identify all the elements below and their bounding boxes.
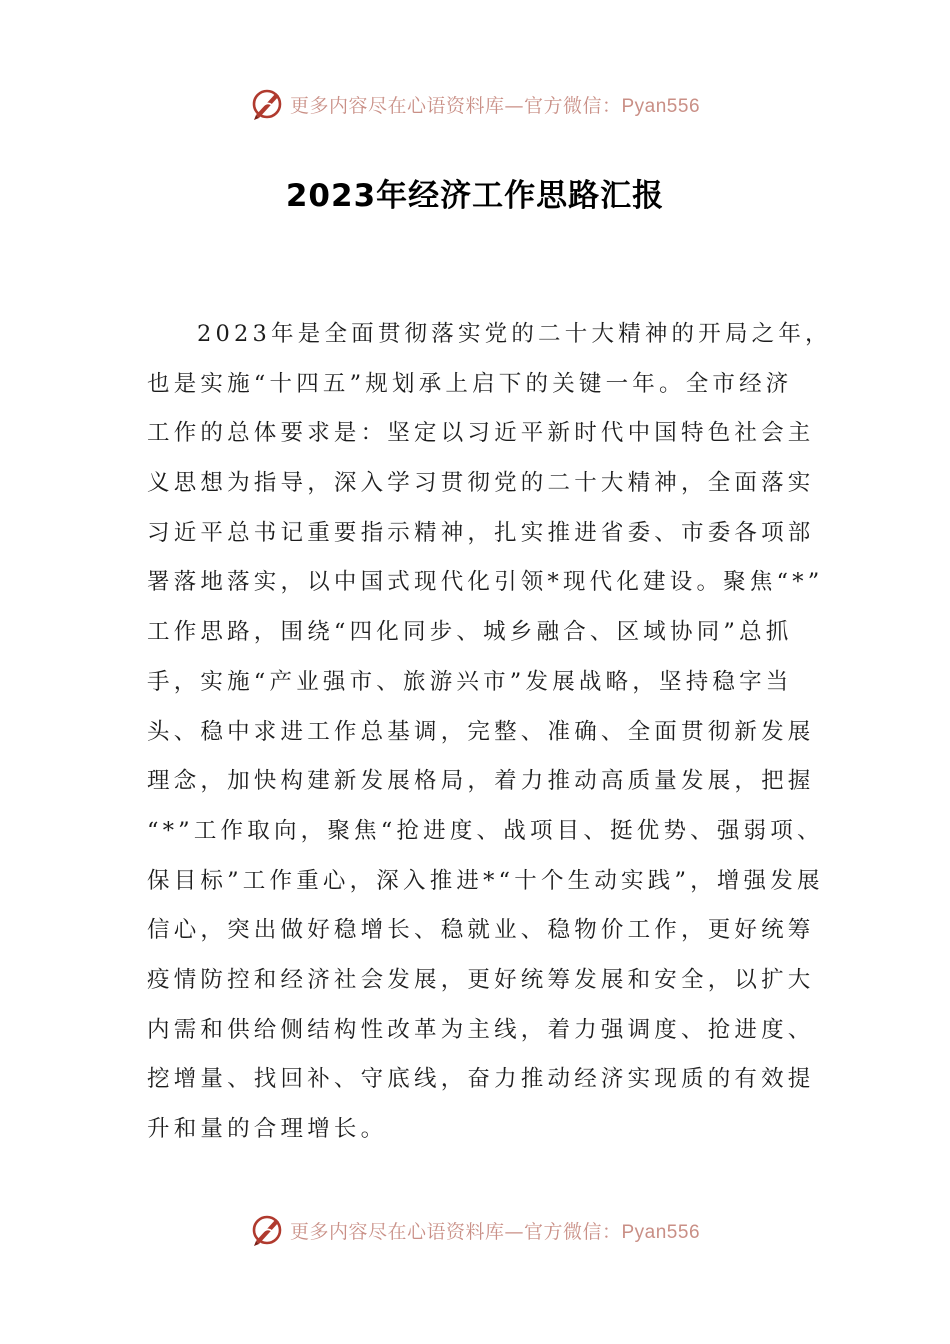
body-line: 署落地落实，以中国式现代化引领*现代化建设。聚焦“*” (147, 569, 824, 596)
body-paragraph (147, 310, 832, 1155)
body-line: 义思想为指导，深入学习贯彻党的二十大精神，全面落实 (147, 470, 815, 497)
body-line: 头、稳中求进工作总基调，完整、准确、全面贯彻新发展 (147, 718, 815, 745)
body-line: 升和量的合理增长。 (147, 1116, 388, 1142)
body-line: 也是实施“十四五”规划承上启下的关键一年。全市经济 (147, 370, 793, 397)
footer-watermark (0, 1210, 950, 1250)
footer-wechat-id: Pyan556 (621, 1221, 701, 1243)
header-wechat-id: Pyan556 (621, 95, 701, 117)
body-line: 保目标”工作重心，深入推进*“十个生动实践”，增强发展 (147, 867, 824, 894)
body-line: 理念，加快构建新发展格局，着力推动高质量发展，把握 (147, 768, 815, 795)
body-line: “*”工作取向，聚焦“抢进度、战项目、挺优势、强弱项、 (147, 817, 824, 844)
header-watermark (0, 84, 950, 124)
body-line: 工作的总体要求是：坚定以习近平新时代中国特色社会主 (147, 420, 815, 447)
body-line: 挖增量、找回补、守底线，奋力推动经济实现质的有效提 (147, 1066, 815, 1093)
body-line: 习近平总书记重要指示精神，扎实推进省委、市委各项部 (147, 519, 815, 546)
body-line: 内需和供给侧结构性改革为主线，着力强调度、抢进度、 (147, 1016, 815, 1043)
body-line: 信心，突出做好稳增长、稳就业、稳物价工作，更好统筹 (147, 917, 815, 944)
document-title: 2023年经济工作思路汇报 (285, 178, 665, 214)
body-line: 疫情防控和经济社会发展，更好统筹发展和安全，以扩大 (147, 966, 815, 993)
footer-watermark-text: 更多内容尽在心语资料库—官方微信：Pyan556 (289, 1220, 701, 1243)
pen-circle-logo-icon (250, 1213, 284, 1247)
pen-circle-logo-icon (250, 87, 284, 121)
header-watermark-text: 更多内容尽在心语资料库—官方微信：Pyan556 (289, 94, 701, 117)
body-line: 工作思路，围绕“四化同步、城乡融合、区域协同”总抓 (147, 619, 793, 646)
body-line: 手，实施“产业强市、旅游兴市”发展战略，坚持稳字当 (147, 668, 793, 695)
body-line: 2023年是全面贯彻落实党的二十大精神的开局之年， (197, 321, 832, 347)
